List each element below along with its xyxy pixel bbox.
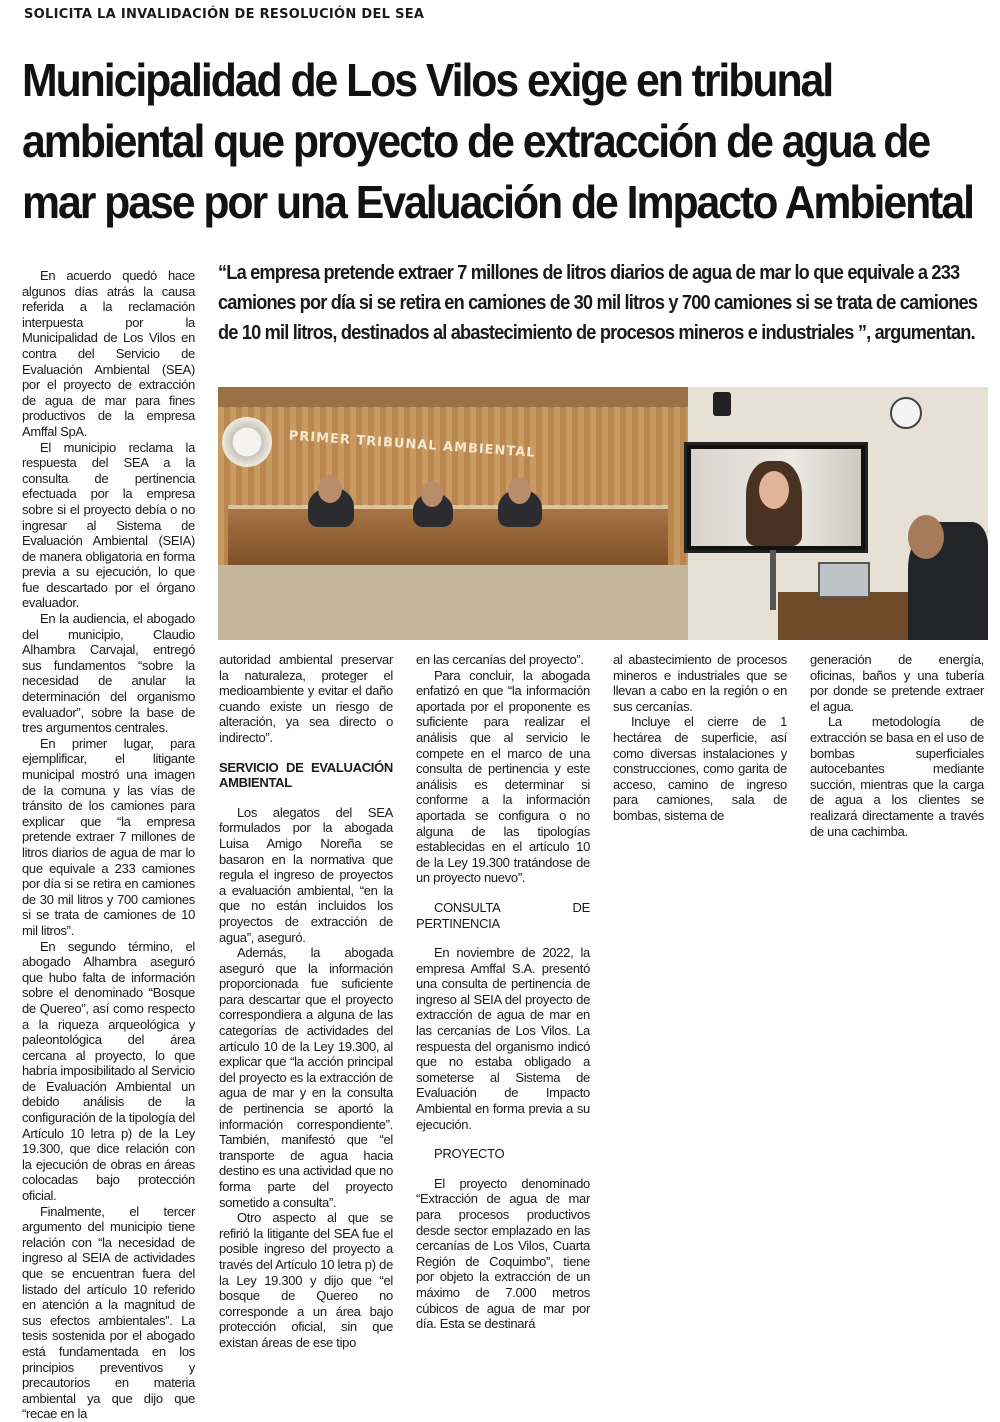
judge-head [318, 475, 342, 503]
paragraph: Para concluir, la abogada enfatizó en que “la información aportada por el proponente es suficiente para realizar el análisis que al servicio le compete en el marco de una consulta de pertinencia y este análisis es determinar si conforme a la información aportada se configura o no alguna de las tipologías establecidas en el artículo 10 de la Ley 19.300 tratándose de un proyecto nuevo”. [416, 667, 590, 886]
clock-icon [890, 397, 922, 429]
paragraph: Los alegatos del SEA formulados por la abogada Luisa Amigo Noreña se basaron en la normativa que regula el ingreso de proyectos a evaluación ambiental, “en la que no están incluidos los proyectos de extracción de agua”, aseguró. [219, 804, 393, 945]
paragraph: El proyecto denominado “Extracción de agua de mar para procesos productivos desde sector emplazado en las cercanías de Los Vilos, Cuarta Región de Coquimbo”, tiene por objeto la extracción de un máximo de 7.000 metros cúbicos de agua de mar por día. Esta se destinará [416, 1175, 590, 1332]
video-call [691, 449, 861, 546]
paragraph: Finalmente, el tercer argumento del municipio tiene relación con “la necesidad de ingreso al SEIA de actividades que se encuentran fuera del listado del artículo 10 referido en atención a la magnitud de sus efectos ambientales”. La tesis sostenida por el abogado está fundamentada en los principios preventivos y precautorios en materia ambiental ya que dijo que “recae en la [22, 1203, 195, 1422]
courtroom-photo [218, 387, 988, 640]
paragraph: En primer lugar, para ejemplificar, el litigante municipal mostró una imagen de la comuna y las vías de tránsito de los camiones para explicar que “la empresa pretende extraer 7 millones de litros diarios de agua de mar lo que equivale a 233 camiones por día si se retira en camiones de 30 mil litros y 700 camiones si se trata de camiones de 10 mil litros”. [22, 735, 195, 938]
subhead: SERVICIO DE EVALUACIÓN AMBIENTAL [219, 759, 393, 791]
speaker-icon [713, 392, 731, 416]
pull-quote: “La empresa pretende extraer 7 millones de litros diarios de agua de mar lo que equivale a 233 camiones por día si se retira en camiones de 30 mil litros y 700 camiones si se trata de camiones de 10 mil litros, destinados al abastecimiento de procesos mineros e industriales ”, argumentan. [218, 262, 978, 344]
paragraph: Incluye el cierre de 1 hectárea de superficie, así como diversas instalaciones y construcciones, como garita de acceso, camino de ingreso para camiones, sala de bombas, sistema de [613, 714, 787, 823]
paragraph: al abastecimiento de procesos mineros e industriales que se llevan a cabo en la región o en sus cercanías. [613, 652, 787, 714]
subhead: PROYECTO [434, 1146, 505, 1162]
article-column-5 [810, 652, 984, 852]
screen-stand [770, 550, 776, 610]
article-column-1 [22, 268, 195, 1422]
headline: Municipalidad de Los Vilos exige en tribunal ambiental que proyecto de extracción de agua de mar pase por una Evaluación de Impacto Ambiental [22, 54, 973, 228]
tribunal-seal-icon [222, 417, 272, 467]
tribunal-banner: PRIMER TRIBUNAL AMBIENTAL [288, 428, 537, 461]
paragraph: autoridad ambiental preservar la naturaleza, proteger el medioambiente y evitar el daño cuando existe un riesgo de alteración, ya sea directo o indirecto”. [219, 652, 393, 745]
kicker: SOLICITA LA INVALIDACIÓN DE RESOLUCIÓN DEL SEA [24, 7, 425, 22]
lawyer-head [908, 515, 944, 559]
article-column-2 [219, 652, 393, 1350]
floor [218, 565, 688, 640]
video-screen [684, 442, 868, 553]
paragraph: En acuerdo quedó hace algunos días atrás la causa referida a la reclamación interpuesta por la Municipalidad de Los Vilos en contra del Servicio de Evaluación Ambiental (SEA) por el proyecto de extracción de agua de mar para fines productivos de la empresa Amffal SpA. [22, 268, 195, 439]
paragraph: generación de energía, oficinas, baños y una tubería por donde se pretende extraer el agua. [810, 652, 984, 714]
paragraph: En segundo término, el abogado Alhambra aseguró que hubo falta de información sobre el denominado “Bosque de Quereo”, así como respecto a la riqueza arqueológica y paleontológica del área cercana al proyecto, lo que habría imposibilitado al Servicio de Evaluación Ambiental un debido análisis de la configuración de la tipología del Artículo 10 letra p) de la Ley 19.300, que dice relación con la ejecución de obras en áreas colocadas bajo protección oficial. [22, 938, 195, 1204]
paragraph: En la audiencia, el abogado del municipio, Claudio Alhambra Carvajal, entregó sus fundamentos “sobre la necesidad de anular la determinación del organismo evaluador”, sobre la base de tres argumentos centrales. [22, 611, 195, 736]
paragraph: La metodología de extracción se basa en el uso de bombas superficiales autocebantes mediante succión, mientras que la carga de agua a los clientes se realizará directamente a través de una cachimba. [810, 714, 984, 839]
paragraph: en las cercanías del proyecto”. [416, 652, 584, 667]
subhead: CONSULTA DE PERTINENCIA [416, 899, 590, 931]
judge-head [421, 481, 443, 507]
article-column-3 [416, 652, 590, 1332]
judge-head [508, 477, 531, 504]
article-column-4 [613, 652, 787, 852]
wall-trim [218, 387, 688, 407]
paragraph: Además, la abogada aseguró que la información proporcionada fue suficiente para descartar que el proyecto correspondiera a alguna de las categorías de actividades del artículo 10 de la Ley 19.300, al explicar que “la acción principal del proyecto es la extracción de agua de mar y en la consulta de pertinencia se aportó la información correspondiente”. También, manifestó que “el transporte de agua hacia destino es una actividad que no forma parte del proyecto sometido a consulta”. [219, 945, 393, 1210]
laptop-icon [818, 562, 870, 598]
paragraph: El municipio reclama la respuesta del SEA a la consulta de pertinencia efectuada por la empresa sobre si el proyecto debía o no ingresar al Sistema de Evaluación Ambiental (SEIA) de manera obligatoria en forma previa a su ejecución, lo que fue descartado por el órgano evaluador. [22, 439, 195, 611]
speaker-face [759, 471, 789, 509]
paragraph: En noviembre de 2022, la empresa Amffal S.A. presentó una consulta de pertinencia de ingreso al SEIA del proyecto de extracción de agua de mar en las cercanías de Los Vilos. La respuesta del organismo indicó que no estaba obligado a someterse al Sistema de Evaluación de Impacto Ambiental en forma previa a su ejecución. [416, 945, 590, 1132]
paragraph: Otro aspecto al que se refirió la litigante del SEA fue el posible ingreso del proyecto a través del Artículo 10 letra p) de la Ley 19.300 y dijo que “el bosque de Quereo no corresponde a un área bajo protección oficial, sin que existan áreas de ese tipo [219, 1210, 393, 1350]
